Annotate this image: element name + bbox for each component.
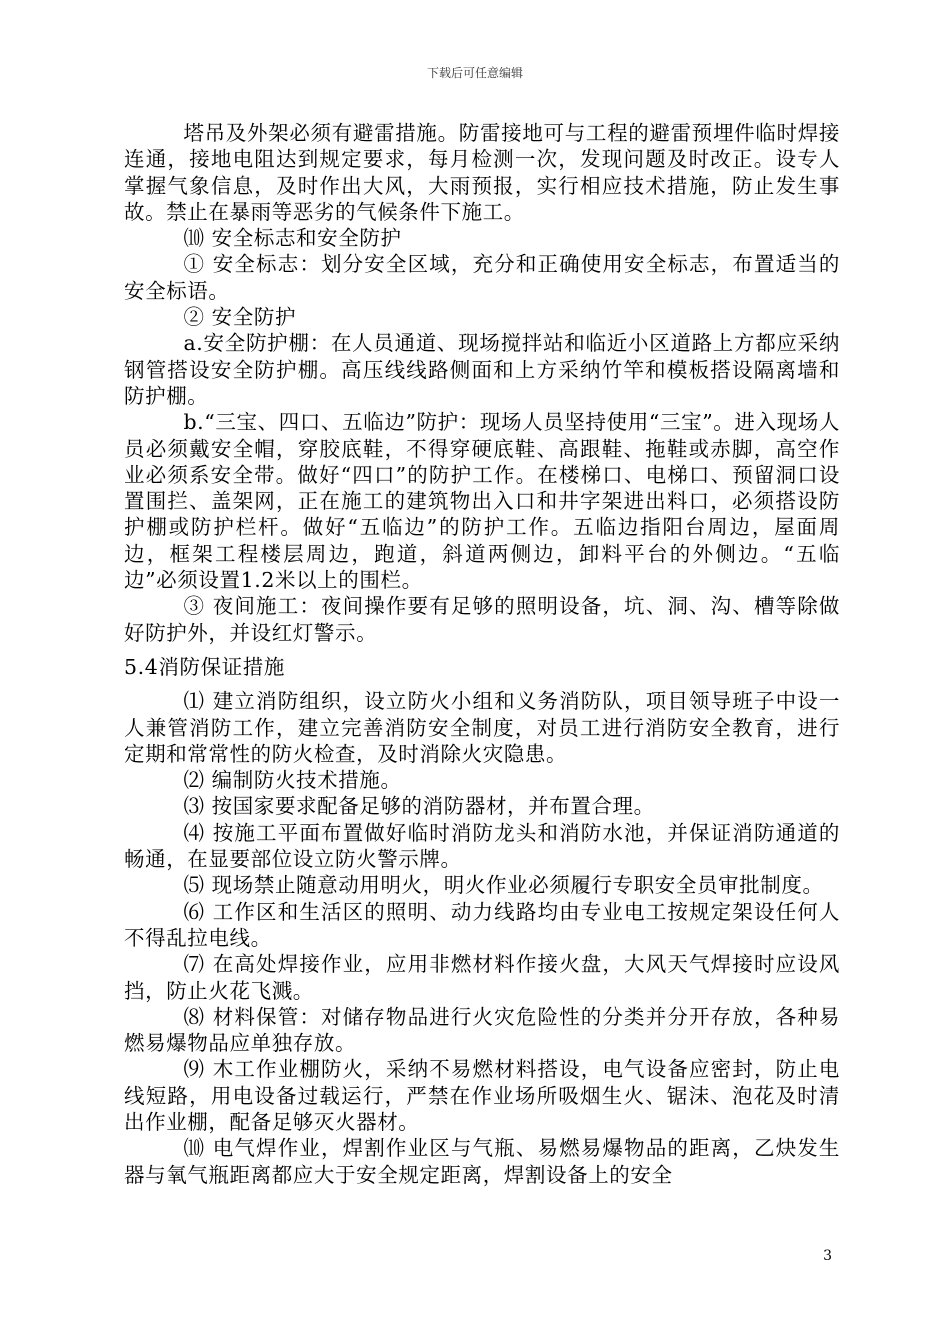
paragraph-protective-shed: a.安全防护棚：在人员通道、现场搅拌站和临近小区道路上方都应采纳钢管搭设安全防护棚。高压线线路侧面和上方采纳竹竿和模板搭设隔离墙和防护棚。 xyxy=(124,331,840,408)
list-item-wood-shed: ⑼ 木工作业棚防火，采纳不易燃材料搭设，电气设备应密封，防止电线短路，用电设备过载运行，严禁在作业场所吸烟生火、锯沫、泡花及时清出作业棚，配备足够灭火器材。 xyxy=(124,1057,840,1134)
document-body xyxy=(124,120,840,1188)
list-item-open-fire: ⑸ 现场禁止随意动用明火，明火作业必须履行专职安全员审批制度。 xyxy=(183,873,824,898)
paragraph-safety-signs-heading: ⑽ 安全标志和安全防护 xyxy=(183,226,402,251)
page-header-note: 下载后可任意编辑 xyxy=(426,66,523,80)
paragraph-safety-signs: ① 安全标志：划分安全区域，充分和正确使用安全标志，布置适当的安全标语。 xyxy=(124,252,840,303)
list-item-gas-welding: ⑽ 电气焊作业，焊割作业区与气瓶、易燃易爆物品的距离，乙炔发生器与氧气瓶距离都应大于安全规定距离，焊割设备上的安全 xyxy=(124,1136,840,1187)
section-heading: 5.4消防保证措施 xyxy=(124,654,286,679)
list-item-fire-equipment: ⑶ 按国家要求配备足够的消防器材，并布置合理。 xyxy=(183,794,655,819)
list-item-high-welding: ⑺ 在高处焊接作业，应用非燃材料作接火盘，大风天气焊接时应设风挡，防止火花飞溅。 xyxy=(124,952,840,1003)
paragraph-three-treasures: b.“三宝、四口、五临边”防护：现场人员坚持使用“三宝”。进入现场人员必须戴安全帽，穿胶底鞋，不得穿硬底鞋、高跟鞋、拖鞋或赤脚，高空作业必须系安全带。做好“四口”的防护工作。在楼梯口、电梯口、预留洞口设置围拦、盖架网，正在施工的建筑物出入口和井字架进出料口，必须搭设防护棚或防护栏杆。做好“五临边”的防护工作。五临边指阳台周边，屋面周边，框架工程楼层周边，跑道，斜道两侧边，卸料平台的外侧边。“五临边”必须设置1.2米以上的围栏。 xyxy=(124,410,840,593)
paragraph-safety-protection-heading: ② 安全防护 xyxy=(183,305,297,330)
list-item-fire-organization: ⑴ 建立消防组织，设立防火小组和义务消防队，项目领导班子中设一人兼管消防工作，建立完善消防安全制度，对员工进行消防安全教育，进行定期和常常性的防火检查，及时消除火灾隐患。 xyxy=(124,689,840,766)
list-item-fire-hydrant: ⑷ 按施工平面布置做好临时消防龙头和消防水池，并保证消防通道的畅通，在显要部位设立防火警示牌。 xyxy=(124,820,840,872)
list-item-material-storage: ⑻ 材料保管：对储存物品进行火灾危险性的分类并分开存放，各种易燃易爆物品应单独存放。 xyxy=(124,1004,840,1056)
paragraph-night-construction: ③ 夜间施工：夜间操作要有足够的照明设备，坑、洞、沟、槽等除做好防护外，并设红灯警示。 xyxy=(124,594,840,645)
page-number: 3 xyxy=(823,1248,832,1264)
list-item-fire-tech-measures: ⑵ 编制防火技术措施。 xyxy=(183,768,402,793)
paragraph-lightning-protection: 塔吊及外架必须有避雷措施。防雷接地可与工程的避雷预埋件临时焊接连通，接地电阻达到规定要求，每月检测一次，发现问题及时改正。设专人掌握气象信息，及时作出大风，大雨预报，实行相应技术措施，防止发生事故。禁止在暴雨等恶劣的气候条件下施工。 xyxy=(124,121,840,224)
list-item-wiring: ⑹ 工作区和生活区的照明、动力线路均由专业电工按规定架设任何人不得乱拉电线。 xyxy=(124,899,840,950)
